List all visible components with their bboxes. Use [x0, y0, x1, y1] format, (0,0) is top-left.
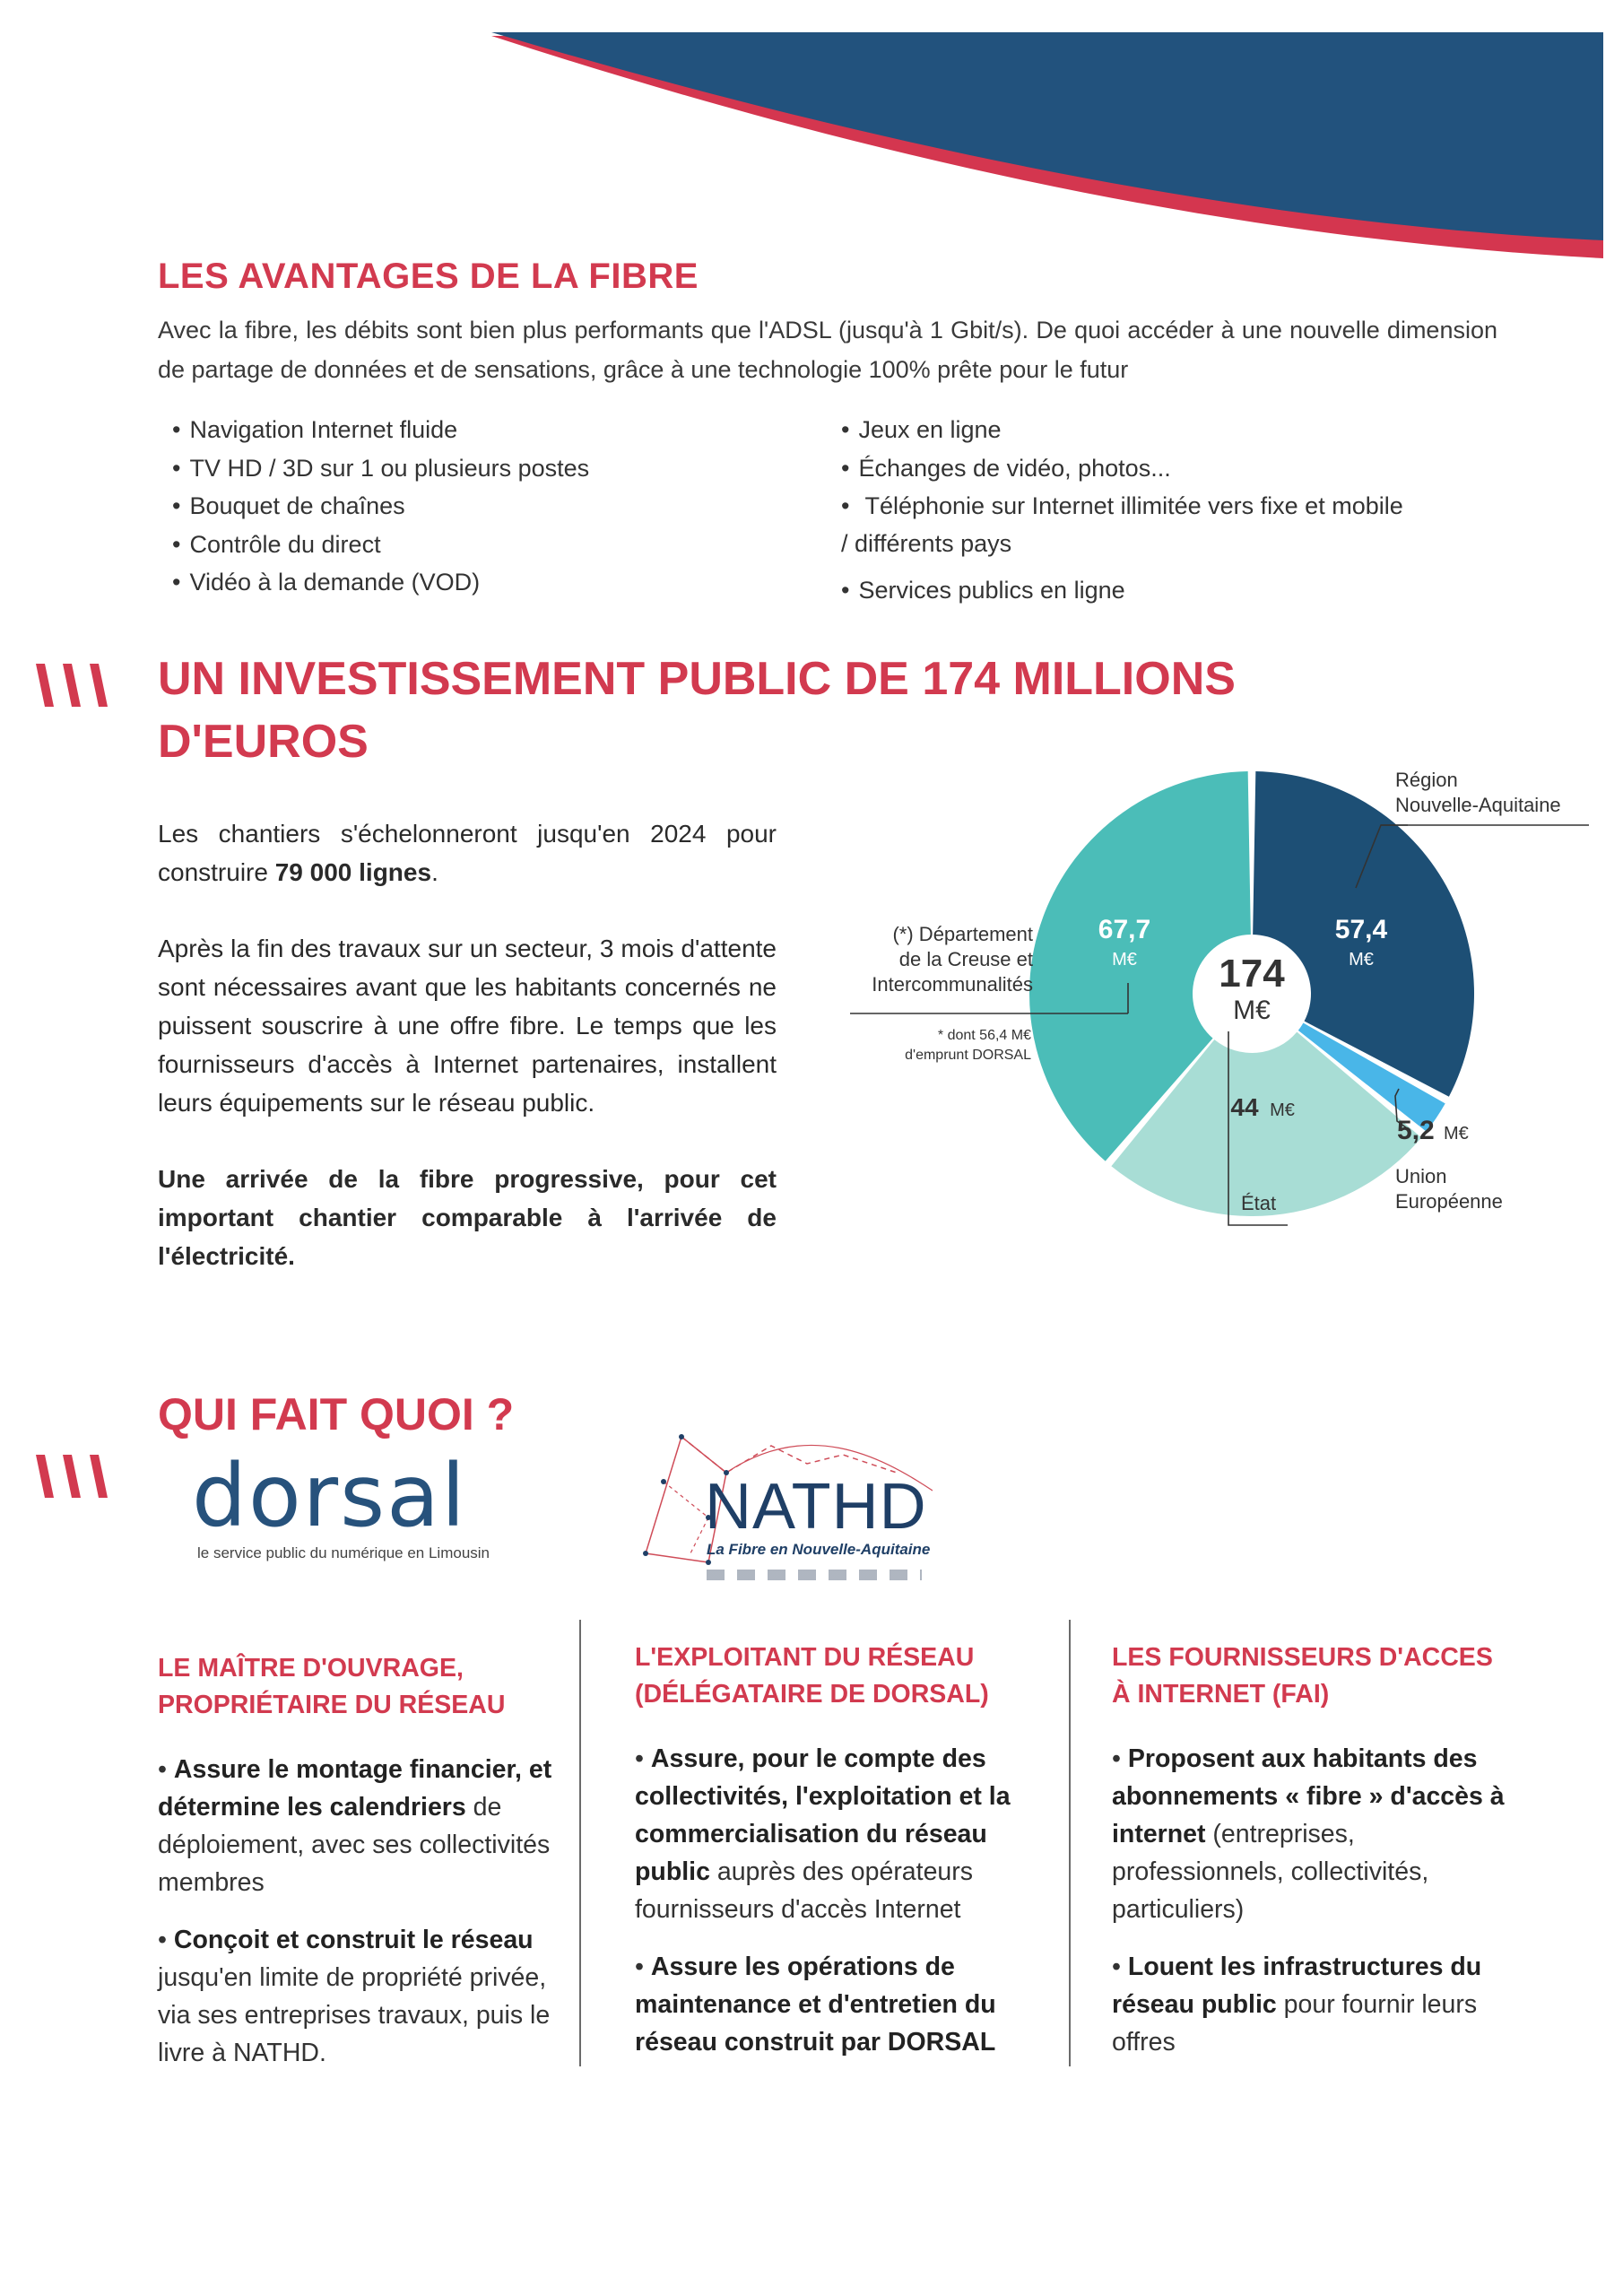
investment-paragraph-3: Une arrivée de la fibre progressive, pour cet important chantier comparable à l'arrivée de l'électricité.	[158, 1165, 777, 1270]
dorsal-logo	[192, 1446, 533, 1562]
legend-region: Région Nouvelle-Aquitaine	[1395, 769, 1561, 816]
value-label-etat: 44	[1230, 1093, 1259, 1121]
role-title: L'EXPLOITANT DU RÉSEAU (DÉLÉGATAIRE DE DORSAL)	[635, 1643, 989, 1709]
donut-total-unit: M€	[1233, 996, 1271, 1025]
value-label-region: 57,4	[1334, 915, 1388, 944]
advantages-intro: Avec la fibre, les débits sont bien plus performants que l'ADSL (jusqu'à 1 Gbit/s). De quoi accéder à une nouvelle dimension de partage de données et de sensations, grâce à une technologie 100% prête pour le futur	[158, 317, 1497, 383]
role-column-isp	[1112, 1639, 1506, 2081]
list-item: • Vidéo à la demande (VOD)	[172, 563, 764, 602]
partner-logos-strip	[707, 1570, 922, 1580]
legend-etat: État	[1241, 1192, 1277, 1214]
role-point: • Proposent aux habitants des abonnements « fibre » d'accès à internet (entreprises, professionnels, collectivités, particuliers)	[1112, 1744, 1505, 1924]
donut-total-value: 174	[1219, 952, 1285, 996]
list-item: • Jeux en ligne	[841, 411, 1523, 449]
list-item: • Contrôle du direct	[172, 526, 764, 564]
role-point: • Assure, pour le compte des collectivités, l'exploitation et la commercialisation du réseau public auprès des opérateurs fournisseurs d'accès Internet	[635, 1744, 1011, 1924]
investment-text	[158, 814, 777, 1313]
dorsal-logo-wordmark: dorsal	[192, 1446, 467, 1546]
list-item: • Services publics en ligne	[841, 571, 1523, 610]
legend-departement: (*) Département de la Creuse et Intercommunalités	[872, 923, 1033, 996]
column-divider	[1069, 1620, 1071, 2066]
header-banner	[0, 0, 1623, 269]
who-title: QUI FAIT QUOI ?	[158, 1389, 515, 1439]
investment-paragraph-1: Les chantiers s'échelonneront jusqu'en 2024 pour construire 79 000 lignes.	[158, 820, 777, 886]
dorsal-logo-tagline: le service public du numérique en Limousin	[197, 1544, 490, 1561]
banner-blue-shape	[491, 32, 1603, 240]
role-point: • Assure le montage financier, et détermine les calendriers de déploiement, avec ses collectivités membres	[158, 1755, 552, 1897]
nathd-logo-tagline: La Fibre en Nouvelle-Aquitaine	[707, 1541, 931, 1558]
column-divider	[579, 1620, 581, 2066]
investment-paragraph-2: Après la fin des travaux sur un secteur, 3 mois d'attente sont nécessaires avant que les habitants concernés ne puissent souscrire à une offre fibre. Le temps que les fournisseurs d'accès à Internet partenaires, installent leurs équipements sur le réseau public.	[158, 935, 777, 1117]
value-label-ue: 5,2	[1397, 1116, 1435, 1145]
legend-union-europeenne: Union Européenne	[1395, 1165, 1503, 1213]
advantages-list-left	[172, 411, 764, 602]
unit-label-dept: M€	[1112, 950, 1137, 970]
advantages-title: LES AVANTAGES DE LA FIBRE	[158, 257, 699, 296]
role-title: LE MAÎTRE D'OUVRAGE, PROPRIÉTAIRE DU RÉSEAU	[158, 1654, 506, 1719]
list-item: • TV HD / 3D sur 1 ou plusieurs postes	[172, 449, 764, 488]
section-marker-icon	[32, 662, 122, 709]
role-column-owner	[158, 1650, 561, 2092]
role-point: • Conçoit et construit le réseau jusqu'en limite de propriété privée, via ses entreprises travaux, puis le livre à NATHD.	[158, 1926, 551, 2067]
nathd-logo	[628, 1419, 933, 1589]
nathd-logo-wordmark: NATHD	[705, 1471, 927, 1543]
advantages-list-right	[841, 411, 1523, 526]
legend-emprunt-note: * dont 56,4 M€ d'emprunt DORSAL	[905, 1028, 1031, 1063]
list-item: • Téléphonie sur Internet illimitée vers fixe et mobile	[841, 487, 1523, 526]
unit-label-etat: M€	[1270, 1100, 1295, 1120]
list-item: • Échanges de vidéo, photos...	[841, 449, 1523, 488]
role-point: • Louent les infrastructures du réseau public pour fournir leurs offres	[1112, 1952, 1482, 2057]
value-label-dept: 67,7	[1098, 915, 1151, 944]
advantages-list-right-last	[841, 571, 1523, 610]
role-column-operator	[635, 1639, 1047, 2081]
section-marker-icon	[32, 1453, 122, 1500]
role-point: • Assure les opérations de maintenance et d'entretien du réseau construit par DORSAL	[635, 1952, 996, 2057]
investment-title: UN INVESTISSEMENT PUBLIC DE 174 MILLIONS D'EUROS	[158, 653, 1236, 768]
list-item-continuation: / différents pays	[841, 530, 1012, 557]
unit-label-region: M€	[1349, 950, 1374, 970]
list-item: • Navigation Internet fluide	[172, 411, 764, 449]
role-title: LES FOURNISSEURS D'ACCES À INTERNET (FAI)	[1112, 1643, 1493, 1709]
unit-label-ue: M€	[1444, 1124, 1469, 1144]
list-item: • Bouquet de chaînes	[172, 487, 764, 526]
